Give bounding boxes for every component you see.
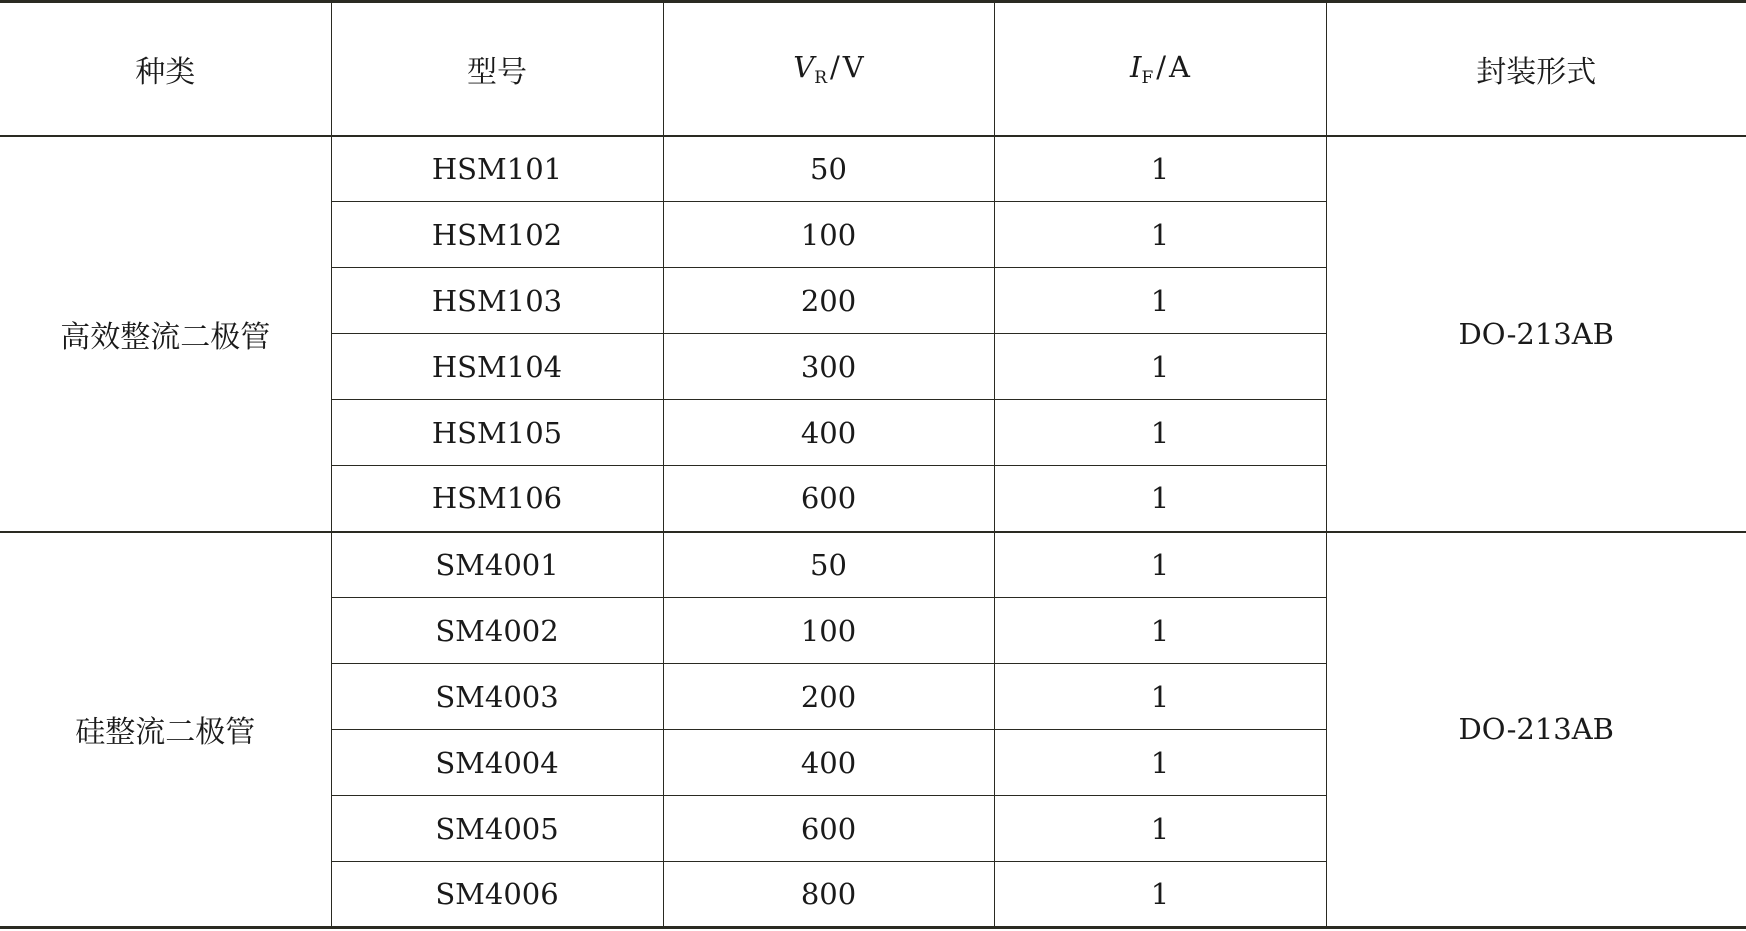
cell-reverse-voltage: 50 [663, 532, 994, 598]
cell-reverse-voltage: 600 [663, 796, 994, 862]
cell-forward-current: 1 [994, 136, 1326, 202]
cell-forward-current: 1 [994, 532, 1326, 598]
cell-forward-current: 1 [994, 202, 1326, 268]
cell-forward-current: 1 [994, 730, 1326, 796]
cell-reverse-voltage: 600 [663, 466, 994, 532]
cell-model: SM4001 [331, 532, 663, 598]
cell-forward-current: 1 [994, 466, 1326, 532]
cell-model: HSM105 [331, 400, 663, 466]
header-package: 封装形式 [1326, 2, 1746, 136]
cell-forward-current: 1 [994, 400, 1326, 466]
cell-reverse-voltage: 100 [663, 598, 994, 664]
cell-model: SM4003 [331, 664, 663, 730]
cell-model: SM4004 [331, 730, 663, 796]
header-type: 种类 [0, 2, 331, 136]
cell-reverse-voltage: 50 [663, 136, 994, 202]
cell-model: SM4005 [331, 796, 663, 862]
table-row [0, 532, 1746, 598]
cell-package: DO-213AB [1326, 532, 1746, 928]
header-model: 型号 [331, 2, 663, 136]
header-vr-symbol: V [793, 49, 815, 84]
cell-forward-current: 1 [994, 664, 1326, 730]
cell-forward-current: 1 [994, 796, 1326, 862]
header-vr-unit: V [842, 49, 864, 84]
cell-model: HSM101 [331, 136, 663, 202]
cell-model: HSM104 [331, 334, 663, 400]
header-if-symbol: I [1130, 49, 1142, 84]
cell-forward-current: 1 [994, 334, 1326, 400]
cell-forward-current: 1 [994, 862, 1326, 928]
table-body [0, 136, 1746, 928]
cell-forward-current: 1 [994, 598, 1326, 664]
cell-type: 高效整流二极管 [0, 136, 331, 532]
cell-model: HSM106 [331, 466, 663, 532]
header-reverse-voltage [663, 2, 994, 136]
header-if-unit: A [1169, 49, 1190, 84]
cell-type: 硅整流二极管 [0, 532, 331, 928]
cell-model: SM4006 [331, 862, 663, 928]
cell-reverse-voltage: 100 [663, 202, 994, 268]
header-if-slash: / [1156, 49, 1167, 84]
cell-reverse-voltage: 200 [663, 268, 994, 334]
header-forward-current [994, 2, 1326, 136]
header-vr-subscript: R [814, 67, 828, 88]
cell-reverse-voltage: 300 [663, 334, 994, 400]
cell-model: HSM102 [331, 202, 663, 268]
header-row [0, 2, 1746, 136]
cell-reverse-voltage: 400 [663, 730, 994, 796]
cell-reverse-voltage: 800 [663, 862, 994, 928]
cell-model: SM4002 [331, 598, 663, 664]
header-if-subscript: F [1141, 67, 1154, 88]
header-vr-slash: / [830, 49, 840, 84]
table-row [0, 136, 1746, 202]
cell-forward-current: 1 [994, 268, 1326, 334]
cell-model: HSM103 [331, 268, 663, 334]
table-header [0, 2, 1746, 136]
cell-reverse-voltage: 200 [663, 664, 994, 730]
cell-package: DO-213AB [1326, 136, 1746, 532]
cell-reverse-voltage: 400 [663, 400, 994, 466]
